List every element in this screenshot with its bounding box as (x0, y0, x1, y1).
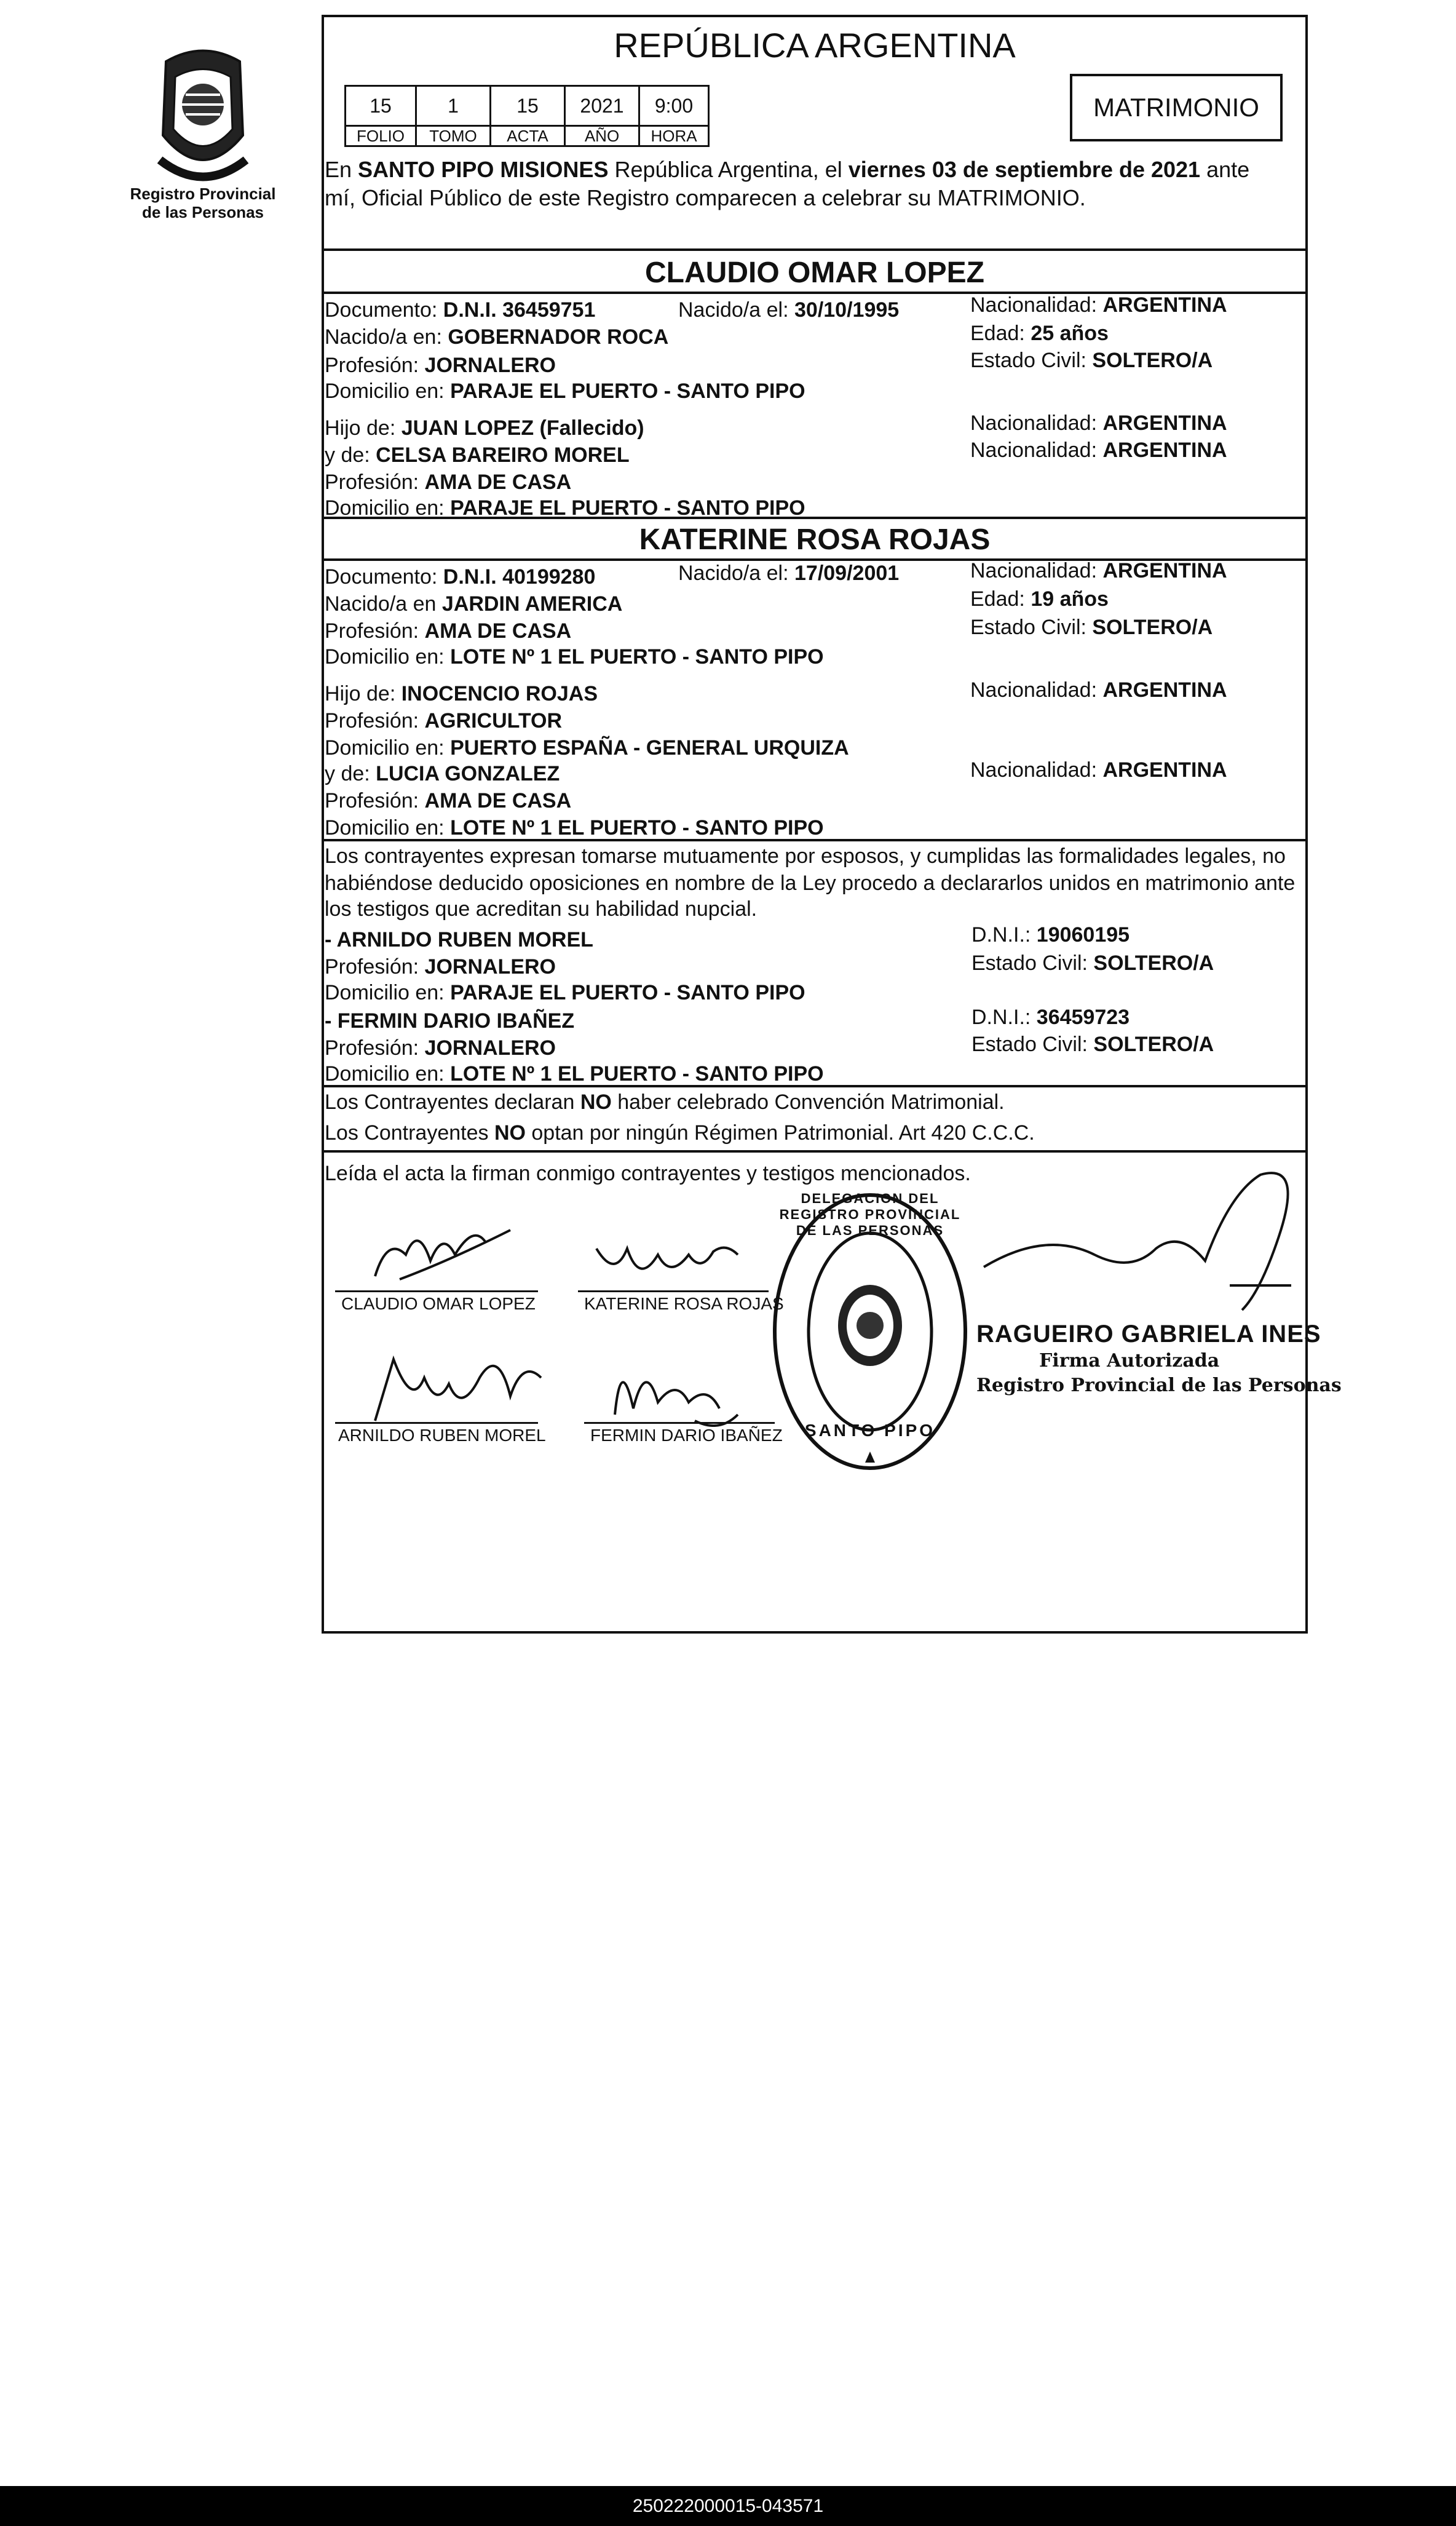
signature-official-icon (971, 1156, 1304, 1316)
label: Domicilio en: (325, 496, 451, 520)
label: Profesión: (325, 619, 425, 643)
declaration-line-1: Los contrayentes expresan tomarse mutuamente por esposos, y cumplidas las formalidades legales, no (325, 844, 1286, 868)
value: 36459723 (1036, 1006, 1130, 1029)
logo (141, 43, 264, 191)
registry-label-anio: AÑO (564, 125, 640, 147)
value: INOCENCIO ROJAS (401, 682, 598, 705)
groom-nationality (970, 293, 1227, 317)
label: Domicilio en: (325, 1062, 451, 1086)
label: Profesión: (325, 709, 425, 733)
registry-label-tomo: TOMO (415, 125, 491, 147)
intro-date: viernes 03 de septiembre de 2021 (848, 157, 1201, 182)
intro-line-2: mí, Oficial Público de este Registro comparecen a celebrar su MATRIMONIO. (325, 185, 1086, 210)
label: Profesión: (325, 955, 425, 979)
value: SOLTERO/A (1093, 1033, 1214, 1056)
witness-2-name: - FERMIN DARIO IBAÑEZ (325, 1009, 575, 1033)
bride-civil-status (970, 615, 1213, 640)
text: Los Contrayentes declaran (325, 1090, 580, 1114)
label: Hijo de: (325, 682, 402, 705)
intro-text-b: República Argentina, el (608, 157, 849, 182)
intro-line-1 (325, 157, 1249, 182)
signature-fermin-icon (603, 1341, 750, 1427)
signature-claudio-icon (363, 1218, 523, 1292)
value: ARGENTINA (1102, 411, 1227, 435)
witness-1-profession (325, 955, 556, 979)
label: Nacido/a el: (678, 298, 794, 322)
witness-2-dni (971, 1005, 1130, 1030)
bride-father (325, 681, 598, 706)
label: Domicilio en: (325, 981, 451, 1004)
signature-label-arnildo: ARNILDO RUBEN MOREL (338, 1426, 546, 1445)
signature-label-fermin: FERMIN DARIO IBAÑEZ (590, 1426, 783, 1445)
value: PARAJE EL PUERTO - SANTO PIPO (450, 379, 805, 403)
page-title: REPÚBLICA ARGENTINA (614, 26, 1016, 65)
intro-text-a: En (325, 157, 358, 182)
value: AGRICULTOR (424, 709, 563, 733)
label: Nacionalidad: (970, 439, 1103, 462)
value: JUAN LOPEZ (Fallecido) (401, 416, 644, 440)
label: Domicilio en: (325, 379, 451, 403)
signature-line (584, 1422, 775, 1424)
groom-mother-nationality (970, 438, 1227, 463)
value: SOLTERO/A (1092, 349, 1213, 372)
registry-value-tomo: 1 (415, 85, 491, 127)
intro-text-c: ante (1200, 157, 1250, 182)
witness-1-name: - ARNILDO RUBEN MOREL (325, 928, 593, 951)
value: PARAJE EL PUERTO - SANTO PIPO (450, 981, 805, 1004)
bride-mother (325, 761, 560, 786)
text: optan por ningún Régimen Patrimonial. Art 420 C.C.C. (525, 1121, 1035, 1145)
value: JORNALERO (424, 354, 556, 377)
label: y de: (325, 443, 376, 467)
bride-address (325, 645, 824, 669)
label: Nacido/a en (325, 592, 442, 616)
official-name: RAGUEIRO GABRIELA INES (976, 1321, 1321, 1348)
label: D.N.I.: (971, 1006, 1037, 1029)
bride-nationality (970, 558, 1227, 583)
bride-father-profession (325, 709, 562, 733)
registry-value-hora: 9:00 (638, 85, 710, 127)
label: D.N.I.: (971, 923, 1037, 947)
declaration-line-2: habiéndose deducido oposiciones en nombre de la Ley procedo a declararlos unidos en matrimonio ante (325, 872, 1296, 895)
official-title: Firma Autorizada (1039, 1350, 1220, 1372)
signature-arnildo-icon (357, 1341, 553, 1427)
document-code-footer: 250222000015-043571 (0, 2486, 1456, 2526)
value: ARGENTINA (1102, 293, 1227, 317)
value: AMA DE CASA (424, 471, 572, 494)
label: Nacionalidad: (970, 678, 1103, 702)
groom-name: CLAUDIO OMAR LOPEZ (645, 256, 984, 289)
convention-line-2 (325, 1121, 1035, 1145)
label: Estado Civil: (971, 951, 1094, 975)
value: AMA DE CASA (424, 619, 572, 643)
value: ARGENTINA (1102, 758, 1227, 782)
registry-value-folio: 15 (344, 85, 417, 127)
text-bold: NO (494, 1121, 526, 1145)
value: 19060195 (1036, 923, 1130, 947)
value: LOTE Nº 1 EL PUERTO - SANTO PIPO (450, 645, 824, 669)
bride-birthplace (325, 592, 622, 616)
value: ARGENTINA (1102, 559, 1227, 582)
witness-2-profession (325, 1036, 556, 1060)
seal-ring-text: DELEGACION DEL REGISTRO PROVINCIAL DE LAS PERSONAS (779, 1191, 961, 1238)
value: PARAJE EL PUERTO - SANTO PIPO (450, 496, 805, 520)
registry-org-label: Registro Provincial (130, 185, 276, 203)
bride-mother-nationality (970, 758, 1227, 782)
registry-label-hora: HORA (638, 125, 710, 147)
value: 19 años (1031, 587, 1109, 611)
witness-1-dni (971, 923, 1130, 947)
value: D.N.I. 40199280 (443, 565, 596, 589)
value: 30/10/1995 (794, 298, 900, 322)
value: 25 años (1031, 322, 1109, 345)
groom-document (325, 298, 595, 322)
text: Los Contrayentes (325, 1121, 494, 1145)
declaration-line-3: los testigos que acreditan su habilidad nupcial. (325, 897, 758, 921)
groom-age (970, 321, 1109, 346)
label: Documento: (325, 298, 443, 322)
registry-value-acta: 15 (489, 85, 566, 127)
value: JORNALERO (424, 1036, 556, 1060)
groom-profession (325, 353, 556, 378)
label: Edad: (970, 322, 1031, 345)
label: Nacido/a el: (678, 562, 794, 585)
bride-document (325, 565, 595, 589)
bride-birthdate (678, 561, 899, 586)
official-org: Registro Provincial de las Personas (976, 1375, 1342, 1396)
label: Edad: (970, 587, 1031, 611)
province-shield-icon (141, 43, 264, 191)
label: Estado Civil: (971, 1033, 1094, 1056)
signature-katerine-icon (590, 1236, 750, 1292)
value: ARGENTINA (1102, 678, 1227, 702)
groom-father-nationality (970, 411, 1227, 435)
seal-center-text: SANTO PIPO (804, 1421, 936, 1440)
bride-father-address (325, 736, 849, 760)
text: haber celebrado Convención Matrimonial. (611, 1090, 1005, 1114)
registry-label-folio: FOLIO (344, 125, 417, 147)
label: Estado Civil: (970, 349, 1093, 372)
value: JORNALERO (424, 955, 556, 979)
bride-mother-address (325, 816, 824, 840)
bride-father-nationality (970, 678, 1227, 702)
label: Profesión: (325, 354, 425, 377)
label: Domicilio en: (325, 645, 451, 669)
label: Nacionalidad: (970, 411, 1103, 435)
bride-name: KATERINE ROSA ROJAS (639, 523, 991, 556)
label: Nacido/a en: (325, 325, 448, 349)
label: Hijo de: (325, 416, 402, 440)
witness-2-civil-status (971, 1032, 1214, 1057)
value: AMA DE CASA (424, 789, 572, 812)
text-bold: NO (580, 1090, 612, 1114)
value: D.N.I. 36459751 (443, 298, 596, 322)
value: 17/09/2001 (794, 562, 900, 585)
document-type-box: MATRIMONIO (1070, 74, 1283, 141)
signature-label-claudio: CLAUDIO OMAR LOPEZ (341, 1294, 536, 1313)
label: Domicilio en: (325, 816, 451, 840)
label: Nacionalidad: (970, 559, 1103, 582)
value: LUCIA GONZALEZ (376, 762, 560, 785)
witness-2-address (325, 1062, 824, 1086)
value: LOTE Nº 1 EL PUERTO - SANTO PIPO (450, 1062, 824, 1086)
value: SOLTERO/A (1093, 951, 1214, 975)
label: y de: (325, 762, 376, 785)
groom-civil-status (970, 348, 1213, 373)
label: Profesión: (325, 1036, 425, 1060)
groom-birthdate (678, 298, 899, 322)
value: PUERTO ESPAÑA - GENERAL URQUIZA (450, 736, 849, 760)
label: Domicilio en: (325, 736, 451, 760)
value: GOBERNADOR ROCA (448, 325, 669, 349)
signature-line (578, 1290, 769, 1292)
label: Profesión: (325, 789, 425, 812)
bride-mother-profession (325, 788, 571, 813)
divider (322, 248, 1308, 251)
registry-label-acta: ACTA (489, 125, 566, 147)
signatures-intro: Leída el acta la firman conmigo contrayentes y testigos mencionados. (325, 1162, 971, 1185)
witness-1-civil-status (971, 951, 1214, 975)
groom-birthplace (325, 325, 668, 349)
value: ARGENTINA (1102, 439, 1227, 462)
groom-mother-profession (325, 470, 571, 494)
divider (322, 517, 1308, 519)
value: LOTE Nº 1 EL PUERTO - SANTO PIPO (450, 816, 824, 840)
convention-line-1 (325, 1090, 1005, 1114)
divider (322, 839, 1308, 841)
label: Documento: (325, 565, 443, 589)
groom-father (325, 416, 644, 440)
divider (322, 1150, 1308, 1153)
registry-value-anio: 2021 (564, 85, 640, 127)
registry-org-label-2: de las Personas (142, 203, 264, 221)
divider (322, 1085, 1308, 1087)
label: Nacionalidad: (970, 293, 1103, 317)
signature-label-katerine: KATERINE ROSA ROJAS (584, 1294, 784, 1313)
bride-age (970, 587, 1109, 611)
label: Estado Civil: (970, 616, 1093, 639)
signature-line (335, 1422, 538, 1424)
signature-line (335, 1290, 538, 1292)
intro-place: SANTO PIPO MISIONES (358, 157, 609, 182)
value: JARDIN AMERICA (441, 592, 623, 616)
label: Nacionalidad: (970, 758, 1103, 782)
label: Profesión: (325, 471, 425, 494)
value: CELSA BAREIRO MOREL (376, 443, 630, 467)
groom-address (325, 379, 805, 403)
witness-1-address (325, 980, 805, 1005)
value: SOLTERO/A (1092, 616, 1213, 639)
groom-mother (325, 443, 630, 467)
bride-profession (325, 619, 571, 643)
